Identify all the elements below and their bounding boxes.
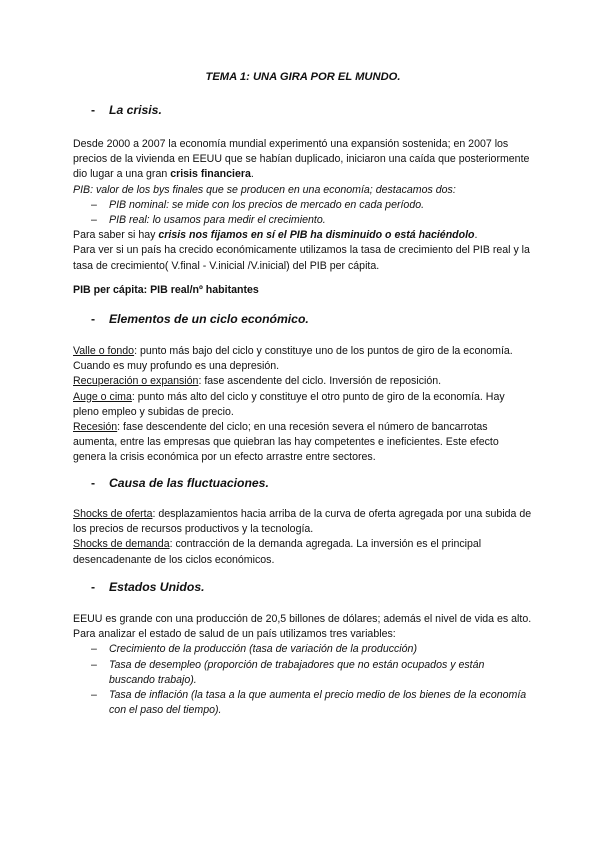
growth-paragraph: Para ver si un país ha crecido económicamente utilizamos la tasa de crecimiento del PIB real y la tasa de crecimiento( V.final - V.inicial /V.inicial) del PIB per cápita.	[73, 244, 530, 272]
pib-definition: PIB: valor de los bys finales que se producen en una economía; destacamos dos:	[73, 183, 456, 196]
crisis-criterion: Para saber si hay crisis nos fijamos en sí el PIB ha disminuido o está haciéndolo.	[73, 229, 478, 242]
section-heading-estados-unidos: - Estados Unidos.	[91, 580, 205, 594]
list-item-desempleo: – Tasa de desempleo (proporción de trabajadores que no están ocupados y están buscando trabajo).	[73, 658, 533, 688]
definition-shocks-demanda: Shocks de demanda: contracción de la demanda agregada. La inversión es el principal desencadenante de los ciclos económicos.	[73, 538, 482, 566]
definition-shocks-oferta: Shocks de oferta: desplazamientos hacia arriba de la curva de oferta agregada por una subida de los precios de recursos productivos y la tecnología.	[73, 508, 532, 536]
heading-dash: -	[91, 476, 96, 490]
section-estados-unidos-body	[73, 612, 533, 718]
definition-auge: Auge o cima: punto más alto del ciclo y constituye el otro punto de giro de la economía. Hay pleno empleo y subidas de precio.	[73, 390, 505, 418]
eeu-paragraph: EEUU es grande con una producción de 20,5 billones de dólares; además el nivel de vida es alto.	[73, 613, 532, 625]
list-item-pib-real: – PIB real: lo usamos para medir el crecimiento.	[73, 213, 533, 228]
definition-valle: Valle o fondo: punto más bajo del ciclo y constituye uno de los puntos de giro de la economía. Cuando es muy profundo es una depresión.	[73, 345, 513, 373]
document-title: TEMA 1: UNA GIRA POR EL MUNDO.	[205, 71, 401, 83]
section-ciclo-body	[73, 344, 533, 466]
section-heading-fluctuaciones: - Causa de las fluctuaciones.	[91, 476, 269, 490]
variables-intro: Para analizar el estado de salud de un país utilizamos tres variables:	[73, 628, 396, 641]
heading-dash: -	[91, 103, 96, 117]
crisis-paragraph: Desde 2000 a 2007 la economía mundial experimentó una expansión sostenida; en 2007 los precios de la vivienda en EEUU que se habían duplicado, iniciaron una caída que posteriormente dio lugar a una gran crisis financiera.	[73, 138, 530, 181]
section-fluctuaciones-body	[73, 507, 533, 568]
heading-dash: -	[91, 580, 96, 594]
definition-recesion: Recesión: fase descendente del ciclo; en una recesión severa el número de bancarrotas aumenta, entre las empresas que quiebran las hay competentes e ineficientes. Este efecto genera la crisis económica por un efecto arrastre entre sectores.	[73, 421, 499, 464]
pib-per-capita-formula: PIB per cápita: PIB real/nº habitantes	[73, 284, 259, 296]
section-heading-ciclo-economico: - Elementos de un ciclo económico.	[91, 312, 309, 326]
section-la-crisis-body	[73, 137, 533, 274]
section-heading-la-crisis: - La crisis.	[91, 103, 162, 117]
heading-dash: -	[91, 312, 96, 326]
definition-recuperacion: Recuperación o expansión: fase ascendente del ciclo. Inversión de reposición.	[73, 375, 442, 388]
list-item-pib-nominal: – PIB nominal: se mide con los precios de mercado en cada período.	[73, 198, 533, 213]
list-item-crecimiento: – Crecimiento de la producción (tasa de variación de la producción)	[73, 642, 533, 657]
list-item-inflacion: – Tasa de inflación (la tasa a la que aumenta el precio medio de los bienes de la economía con el paso del tiempo).	[73, 688, 533, 718]
